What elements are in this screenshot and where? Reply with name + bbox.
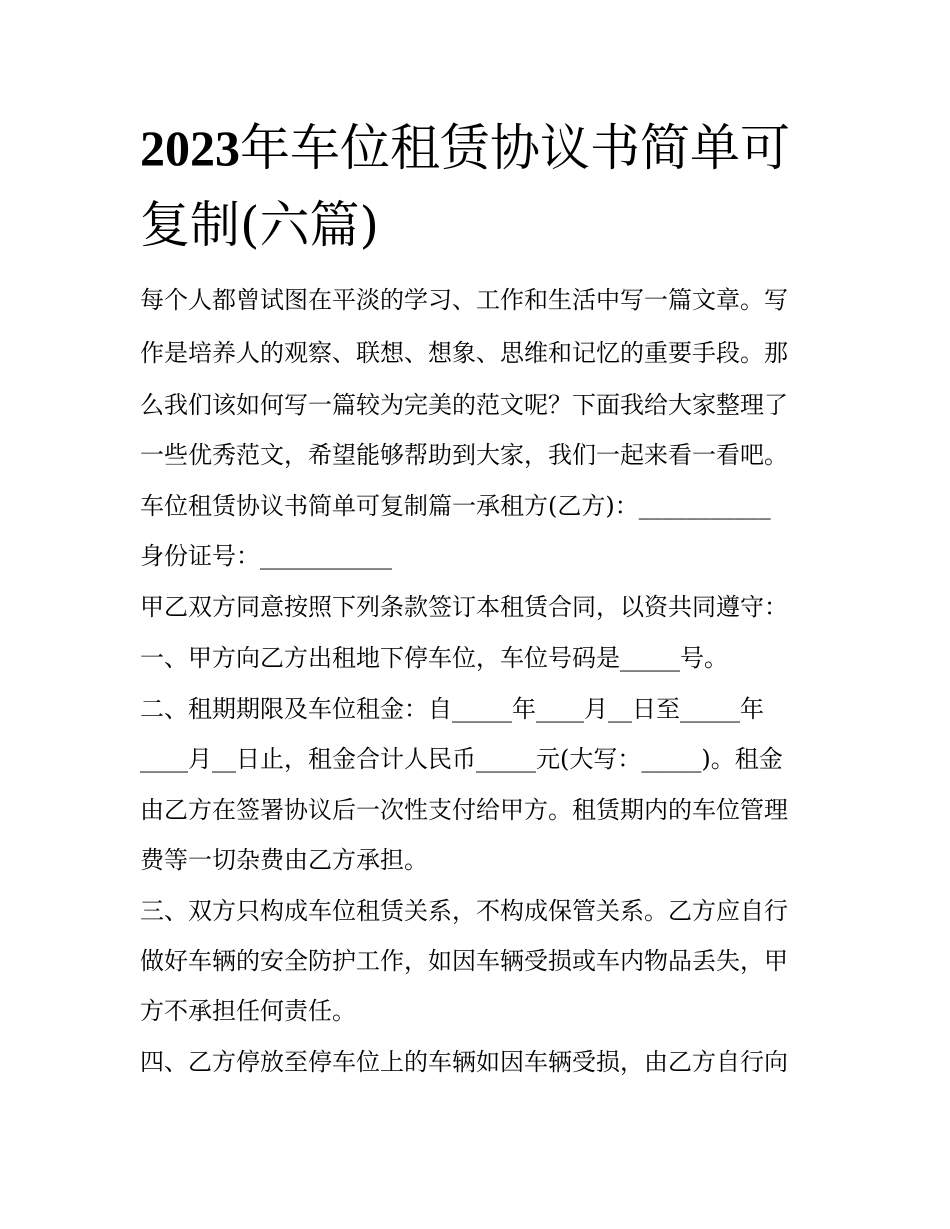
body-line: 甲乙双方同意按照下列条款签订本租赁合同，以资共同遵守： [140, 593, 788, 621]
body-line: 三、双方只构成车位租赁关系，不构成保管关系。乙方应自行 [140, 897, 788, 925]
document-title-line-1 [140, 113, 820, 183]
body-line: 作是培养人的观察、联想、想象、思维和记忆的重要手段。那 [140, 339, 788, 367]
body-line: 身份证号：___________ [140, 542, 392, 570]
body-line: 二、租期期限及车位租金：自_____年____月__日至_____年 [140, 695, 764, 723]
body-line: 方不承担任何责任。 [140, 997, 356, 1025]
body-line: 一、甲方向乙方出租地下停车位，车位号码是_____号。 [140, 644, 728, 672]
body-line: 费等一切杂费由乙方承担。 [140, 846, 428, 874]
body-line: 由乙方在签署协议后一次性支付给甲方。租赁期内的车位管理 [140, 796, 788, 824]
body-line: 一些优秀范文，希望能够帮助到大家，我们一起来看一看吧。 [140, 441, 788, 469]
title-text: 年车位租赁协议书简单可 [240, 119, 790, 177]
body-line: ____月__日止，租金合计人民币_____元(大写：_____)。租金 [140, 745, 783, 773]
document-title-line-2: 复制(六篇) [140, 196, 380, 254]
body-line: 四、乙方停放至停车位上的车辆如因车辆受损，由乙方自行向 [140, 1048, 788, 1076]
title-year: 2023 [140, 120, 240, 176]
body-line: 么我们该如何写一篇较为完美的范文呢？下面我给大家整理了 [140, 391, 788, 419]
body-line: 做好车辆的安全防护工作，如因车辆受损或车内物品丢失，甲 [140, 947, 788, 975]
body-line: 每个人都曾试图在平淡的学习、工作和生活中写一篇文章。写 [140, 286, 788, 314]
body-line: 车位租赁协议书简单可复制篇一承租方(乙方)：___________ [140, 492, 771, 520]
